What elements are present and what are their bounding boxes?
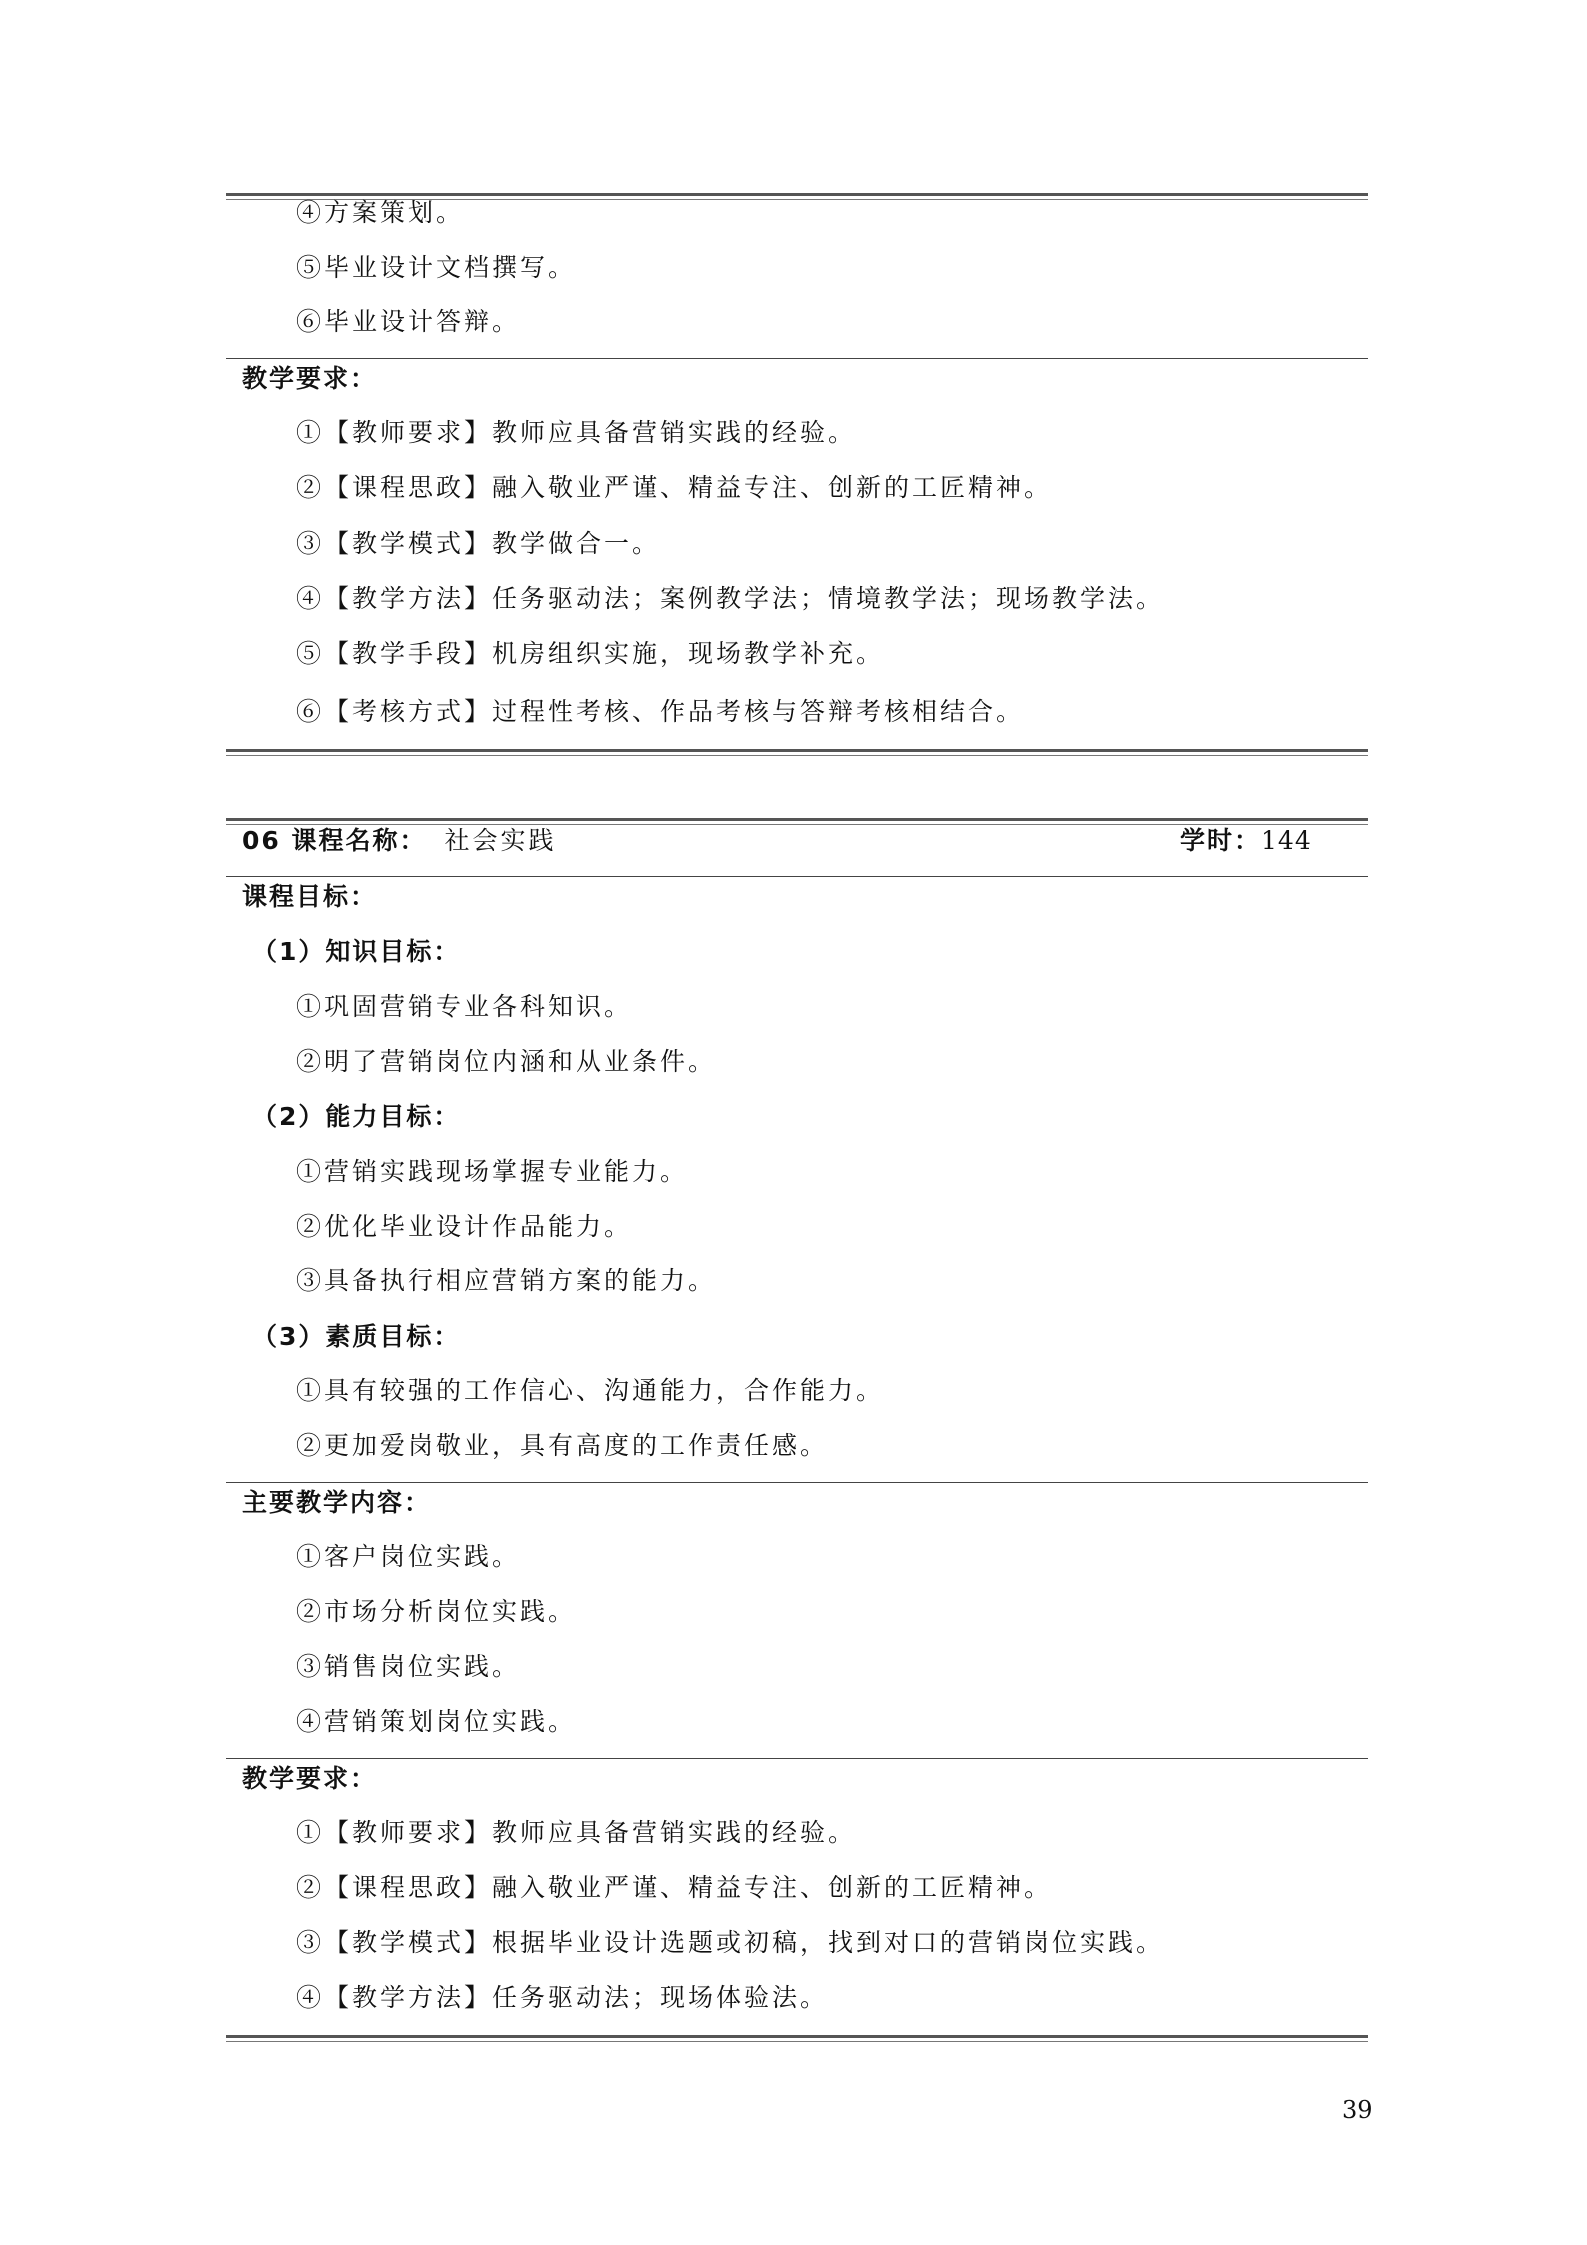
course-title-row <box>242 826 557 856</box>
requirement-item: ③【教学模式】教学做合一。 <box>296 529 661 558</box>
content-item: ①客户岗位实践。 <box>296 1542 521 1571</box>
section-divider <box>226 876 1368 877</box>
content-item: ②市场分析岗位实践。 <box>296 1597 577 1626</box>
content-item: ⑤毕业设计文档撰写。 <box>296 253 577 282</box>
section-divider <box>226 1758 1368 1759</box>
content-item: ③销售岗位实践。 <box>296 1652 521 1681</box>
ability-goal-item: ③具备执行相应营销方案的能力。 <box>296 1266 717 1295</box>
requirement-item: ②【课程思政】融入敬业严谨、精益专注、创新的工匠精神。 <box>296 473 1053 502</box>
course-goals-heading: 课程目标： <box>242 882 378 911</box>
requirement-item: ⑤【教学手段】机房组织实施，现场教学补充。 <box>296 639 885 668</box>
course-name: 社会实践 <box>444 826 557 855</box>
content-item: ⑥毕业设计答辩。 <box>296 307 521 336</box>
teaching-requirements-heading: 教学要求： <box>242 364 378 393</box>
requirement-item: ④【教学方法】任务驱动法；现场体验法。 <box>296 1983 829 2012</box>
knowledge-goal-item: ①巩固营销专业各科知识。 <box>296 992 633 1021</box>
ability-goal-item: ①营销实践现场掌握专业能力。 <box>296 1157 689 1186</box>
quality-goal-item: ②更加爱岗敬业，具有高度的工作责任感。 <box>296 1431 829 1460</box>
quality-goals-heading: （3）素质目标： <box>252 1322 461 1351</box>
course-name-label: 06 课程名称： <box>242 826 427 855</box>
teaching-requirements-heading: 教学要求： <box>242 1764 378 1793</box>
course-hours-value: 144 <box>1261 826 1312 855</box>
requirement-item: ②【课程思政】融入敬业严谨、精益专注、创新的工匠精神。 <box>296 1873 1053 1902</box>
requirement-item: ①【教师要求】教师应具备营销实践的经验。 <box>296 418 857 447</box>
requirement-item: ③【教学模式】根据毕业设计选题或初稿，找到对口的营销岗位实践。 <box>296 1928 1165 1957</box>
content-item: ④营销策划岗位实践。 <box>296 1707 577 1736</box>
document-page <box>226 0 1373 2245</box>
requirement-item: ①【教师要求】教师应具备营销实践的经验。 <box>296 1818 857 1847</box>
requirement-item: ④【教学方法】任务驱动法；案例教学法；情境教学法；现场教学法。 <box>296 584 1165 613</box>
main-content-heading: 主要教学内容： <box>242 1488 432 1517</box>
content-item: ④方案策划。 <box>296 198 465 227</box>
ability-goal-item: ②优化毕业设计作品能力。 <box>296 1212 633 1241</box>
section-end-rule <box>226 749 1368 755</box>
course-top-rule <box>226 818 1368 824</box>
page-number: 39 <box>1342 2096 1373 2124</box>
section-divider <box>226 1482 1368 1483</box>
knowledge-goals-heading: （1）知识目标： <box>252 937 461 966</box>
quality-goal-item: ①具有较强的工作信心、沟通能力，合作能力。 <box>296 1376 885 1405</box>
course-hours <box>1180 826 1312 856</box>
knowledge-goal-item: ②明了营销岗位内涵和从业条件。 <box>296 1047 717 1076</box>
section-end-rule <box>226 2035 1368 2041</box>
ability-goals-heading: （2）能力目标： <box>252 1102 461 1131</box>
requirement-item: ⑥【考核方式】过程性考核、作品考核与答辩考核相结合。 <box>296 697 1025 726</box>
section-divider <box>226 358 1368 359</box>
course-hours-label: 学时： <box>1180 826 1262 855</box>
